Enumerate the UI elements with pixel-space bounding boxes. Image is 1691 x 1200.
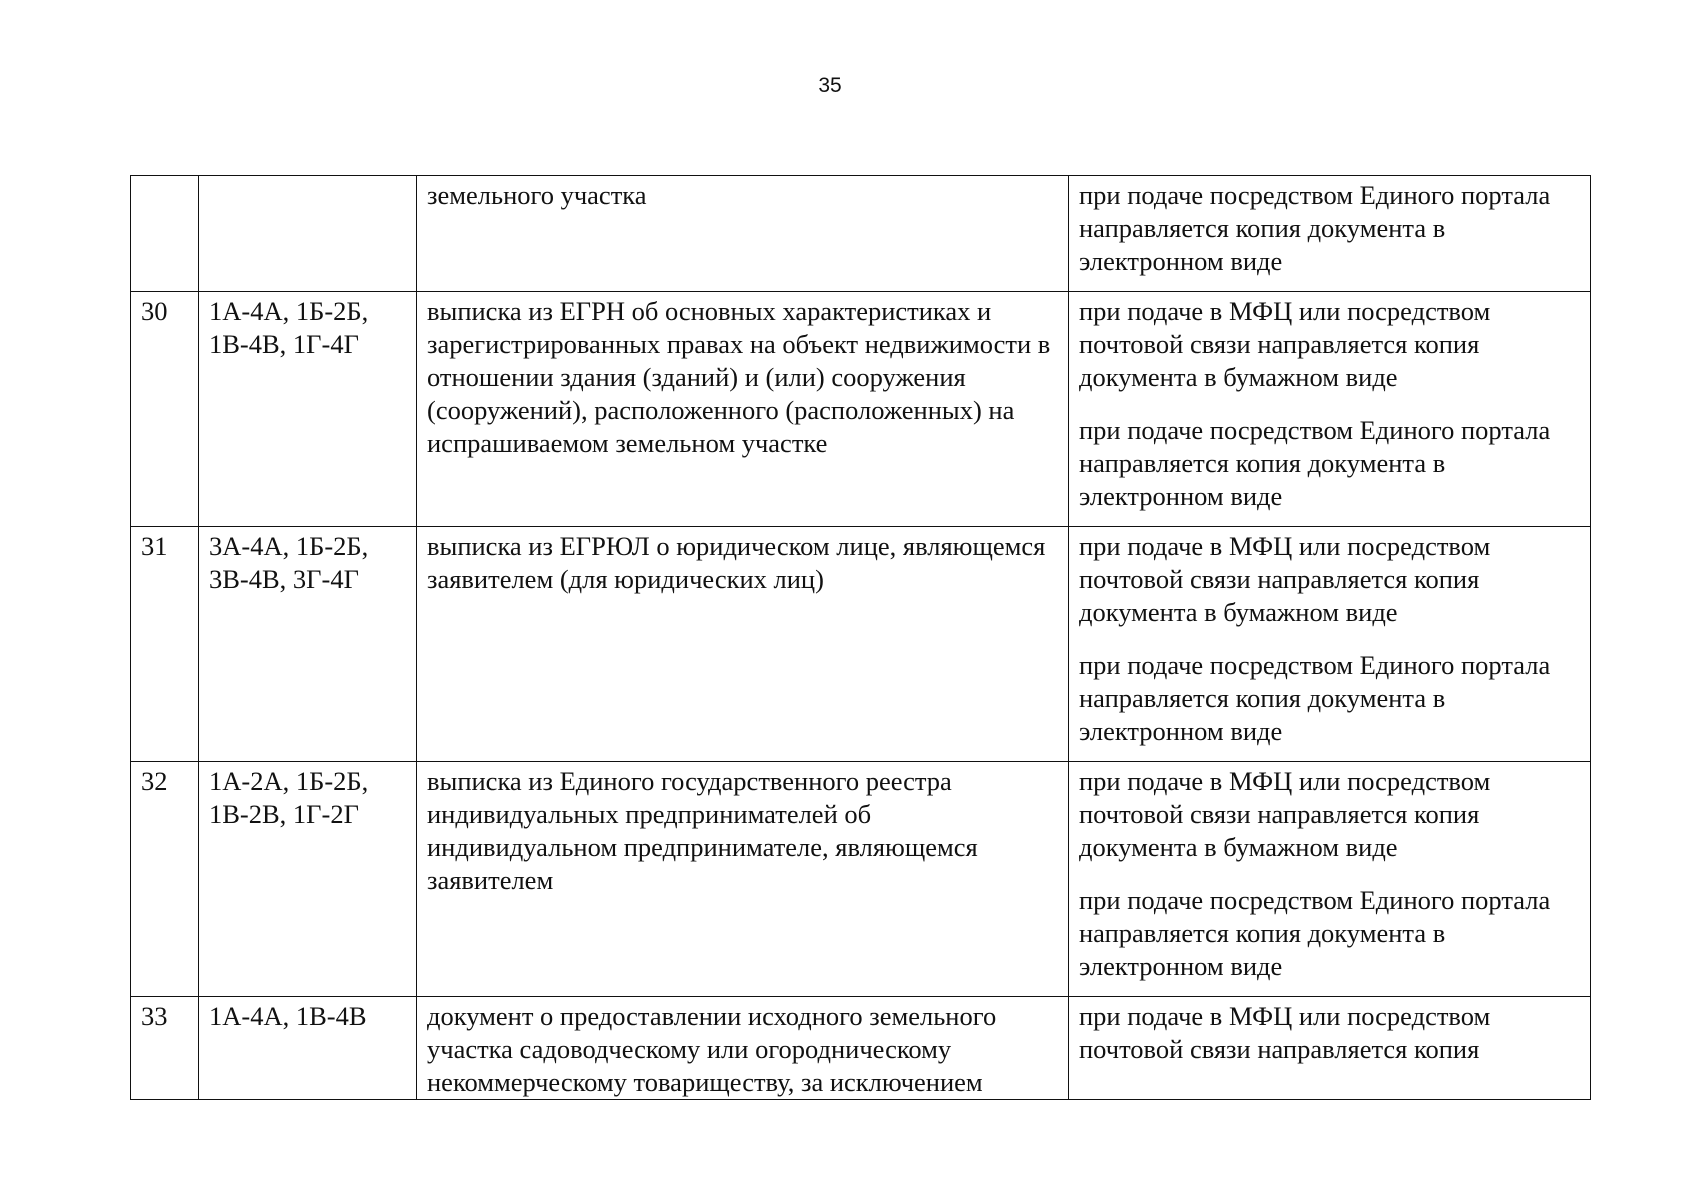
row-number-cell: 33 (131, 997, 199, 1100)
applicability-cell: 3А-4А, 1Б-2Б, 3В-4В, 3Г-4Г (199, 527, 417, 762)
document-cell: выписка из ЕГРЮЛ о юридическом лице, являющемся заявителем (для юридических лиц) (417, 527, 1069, 762)
note-paragraph: при подаче в МФЦ или посредством почтовой связи направляется копия документа в бумажном виде (1079, 531, 1491, 627)
document-cell: земельного участка (417, 176, 1069, 292)
applicability-cell: 1А-4А, 1Б-2Б, 1В-4В, 1Г-4Г (199, 292, 417, 527)
applicability-cell (199, 176, 417, 292)
document-cell: выписка из ЕГРН об основных характеристиках и зарегистрированных правах на объект недвижимости в отношении здания (зданий) и (или) сооружения (сооружений), расположенного (расположенных) на испрашиваемом земельном участке (417, 292, 1069, 527)
table-row (131, 762, 1591, 997)
note-paragraph: при подаче посредством Единого портала направляется копия документа в электронном виде (1079, 415, 1551, 511)
notes-cell (1069, 997, 1591, 1100)
table-row (131, 997, 1591, 1100)
note-paragraph: при подаче в МФЦ или посредством почтовой связи направляется копия документа в бумажном виде (1079, 766, 1491, 862)
notes-cell (1069, 292, 1591, 527)
document-cell: выписка из Единого государственного реестра индивидуальных предпринимателей об индивидуальном предпринимателе, являющемся заявителем (417, 762, 1069, 997)
applicability-cell: 1А-2А, 1Б-2Б, 1В-2В, 1Г-2Г (199, 762, 417, 997)
applicability-cell: 1А-4А, 1В-4В (199, 997, 417, 1100)
notes-cell (1069, 176, 1591, 292)
page-number: 35 (818, 74, 842, 97)
notes-cell (1069, 527, 1591, 762)
row-number-cell: 32 (131, 762, 199, 997)
note-paragraph: при подаче в МФЦ или посредством почтовой связи направляется копия документа в бумажном виде (1079, 296, 1491, 392)
row-number-cell: 30 (131, 292, 199, 527)
row-number-cell: 31 (131, 527, 199, 762)
note-paragraph: при подаче посредством Единого портала направляется копия документа в электронном виде (1079, 180, 1551, 276)
table-row (131, 176, 1591, 292)
note-paragraph: при подаче в МФЦ или посредством почтовой связи направляется копия (1079, 1001, 1491, 1064)
table-row (131, 292, 1591, 527)
table-row (131, 527, 1591, 762)
row-number-cell (131, 176, 199, 292)
documents-table (130, 175, 1591, 1100)
document-cell: документ о предоставлении исходного земельного участка садоводческому или огородническому некоммерческому товариществу, за исключением (417, 997, 1069, 1100)
note-paragraph: при подаче посредством Единого портала направляется копия документа в электронном виде (1079, 650, 1551, 746)
note-paragraph: при подаче посредством Единого портала направляется копия документа в электронном виде (1079, 885, 1551, 981)
notes-cell (1069, 762, 1591, 997)
